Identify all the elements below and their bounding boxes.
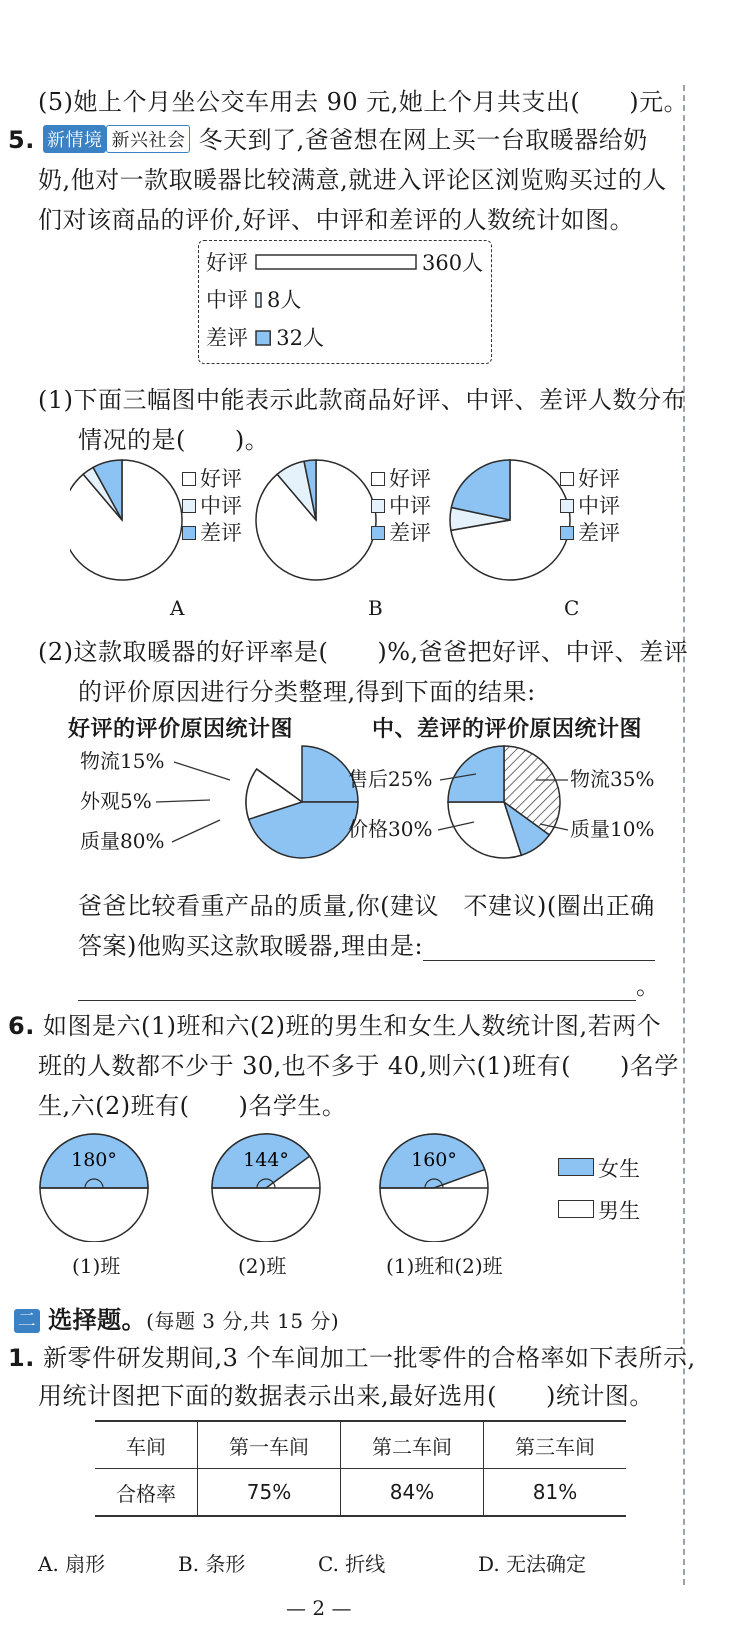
- reason-blank-2[interactable]: [78, 972, 636, 1001]
- good-reason-pie: [246, 746, 358, 858]
- legend-mid: 中评: [200, 494, 242, 518]
- good-label-logistics: 物流15%: [80, 749, 165, 773]
- angle-label: 180°: [71, 1149, 117, 1171]
- bad-reason-pie: [448, 746, 560, 858]
- pie-legend-b: [371, 466, 431, 547]
- q6-number: 6.: [8, 1012, 35, 1040]
- caption-class1: (1)班: [72, 1254, 121, 1278]
- reason-blank[interactable]: [423, 932, 655, 961]
- bad-label-quality: 质量10%: [570, 817, 655, 841]
- bar-value-good: 360人: [422, 251, 484, 275]
- section2-heading: [14, 1300, 339, 1335]
- option-label-a: A: [170, 596, 185, 620]
- bad-label-price: 价格30%: [348, 817, 433, 841]
- section-note: (每题 3 分,共 15 分): [146, 1309, 340, 1333]
- tag-new-context: 新情境: [43, 125, 107, 153]
- tag-emerging-society: 新兴社会: [106, 125, 190, 153]
- q6-line2: 班的人数都不少于 30,也不多于 40,则六(1)班有( )名学: [38, 1052, 679, 1080]
- qc1-number: 1.: [8, 1344, 35, 1372]
- q5-text-line2: 奶,他对一款取暖器比较满意,就进入评论区浏览购买过的人: [38, 166, 667, 194]
- legend-mid: 中评: [389, 494, 431, 518]
- q5-reason-line3: 。: [78, 966, 661, 1001]
- pie-option-b: [256, 460, 376, 580]
- q5-text-line1: 冬天到了,爸爸想在网上买一台取暖器给奶: [198, 126, 648, 154]
- class-circles: [30, 1130, 550, 1242]
- legend-good: 好评: [578, 467, 620, 491]
- circle-class2: [212, 1134, 320, 1242]
- q4-sub5-text: (5)她上个月坐公交车用去 90 元,她上个月共支出( )元。: [38, 88, 689, 116]
- legend-bad: 差评: [200, 521, 242, 545]
- circle-combined: [380, 1134, 488, 1242]
- section-title: 选择题。: [48, 1306, 147, 1334]
- option-c[interactable]: C. 折线: [318, 1552, 386, 1576]
- q6-line3: 生,六(2)班有( )名学生。: [38, 1092, 347, 1120]
- bar-good: [256, 255, 416, 269]
- q5-line1: [8, 120, 648, 155]
- q5-text-line3: 们对该商品的评价,好评、中评和差评的人数统计如图。: [38, 206, 635, 234]
- table-row: 合格率 75% 84% 81%: [95, 1469, 626, 1517]
- q5-sub1-line1: (1)下面三幅图中能表示此款商品好评、中评、差评人数分布: [38, 386, 686, 414]
- legend-female: 女生: [598, 1157, 640, 1181]
- pie-option-a: [70, 460, 182, 580]
- legend-bad: 差评: [389, 521, 431, 545]
- bar-value-bad: 32人: [276, 326, 324, 350]
- circle-class1: [40, 1134, 148, 1242]
- good-reason-title: 好评的评价原因统计图: [68, 717, 294, 742]
- legend-good: 好评: [389, 467, 431, 491]
- q5-sub1-line2: 情况的是( )。: [78, 426, 270, 454]
- legend-male: 男生: [598, 1199, 640, 1223]
- legend-mid: 中评: [578, 494, 620, 518]
- option-b[interactable]: B. 条形: [178, 1552, 246, 1576]
- bad-label-logistics: 物流35%: [570, 767, 655, 791]
- option-a[interactable]: A. 扇形: [38, 1552, 106, 1576]
- qc1-line1: 1. 新零件研发期间,3 个车间加工一批零件的合格率如下表所示,: [8, 1344, 696, 1372]
- caption-combined: (1)班和(2)班: [386, 1254, 503, 1278]
- qc1-line2: 用统计图把下面的数据表示出来,最好选用( )统计图。: [38, 1382, 654, 1410]
- bar-label-mid: 中评: [206, 288, 248, 312]
- pie-option-c: [450, 460, 570, 580]
- q5-advice-line1: 爸爸比较看重产品的质量,你(建议 不建议)(圈出正确: [78, 892, 655, 920]
- q5-sub2-line2: 的评价原因进行分类整理,得到下面的结果:: [78, 678, 536, 706]
- section-badge: 二: [14, 1309, 40, 1333]
- reason-pies: [70, 740, 690, 880]
- legend-bad: 差评: [578, 521, 620, 545]
- option-label-b: B: [368, 596, 383, 620]
- page-number: — 2 —: [286, 1596, 352, 1620]
- q5-number: 5.: [8, 126, 35, 154]
- pie-legend-c: [560, 466, 620, 547]
- q5-advice-line2: 答案)他购买这款取暖器,理由是:: [78, 926, 655, 961]
- q5-sub2-line1: (2)这款取暖器的好评率是( )%,爸爸把好评、中评、差评: [38, 638, 689, 666]
- q6-line1: 6. 如图是六(1)班和六(2)班的男生和女生人数统计图,若两个: [8, 1012, 662, 1040]
- bar-label-good: 好评: [206, 251, 248, 275]
- legend-good: 好评: [200, 467, 242, 491]
- option-label-c: C: [564, 596, 580, 620]
- review-count-chart: [198, 240, 492, 364]
- option-d[interactable]: D. 无法确定: [478, 1552, 587, 1576]
- pass-rate-table: [95, 1420, 626, 1517]
- angle-label: 160°: [411, 1149, 457, 1171]
- bad-reason-title: 中、差评的评价原因统计图: [372, 717, 643, 742]
- gender-legend: [558, 1148, 640, 1232]
- good-label-quality: 质量80%: [80, 829, 165, 853]
- pie-legend-a: [182, 466, 242, 547]
- table-header-row: 车间 第一车间 第二车间 第三车间: [95, 1421, 626, 1469]
- bar-value-mid: 8人: [267, 288, 302, 312]
- bar-mid: [256, 293, 261, 307]
- bar-bad: [256, 331, 270, 345]
- bar-label-bad: 差评: [206, 326, 248, 350]
- caption-class2: (2)班: [238, 1254, 287, 1278]
- angle-label: 144°: [243, 1149, 289, 1171]
- good-label-appearance: 外观5%: [80, 789, 152, 813]
- bad-label-aftersale: 售后25%: [348, 767, 433, 791]
